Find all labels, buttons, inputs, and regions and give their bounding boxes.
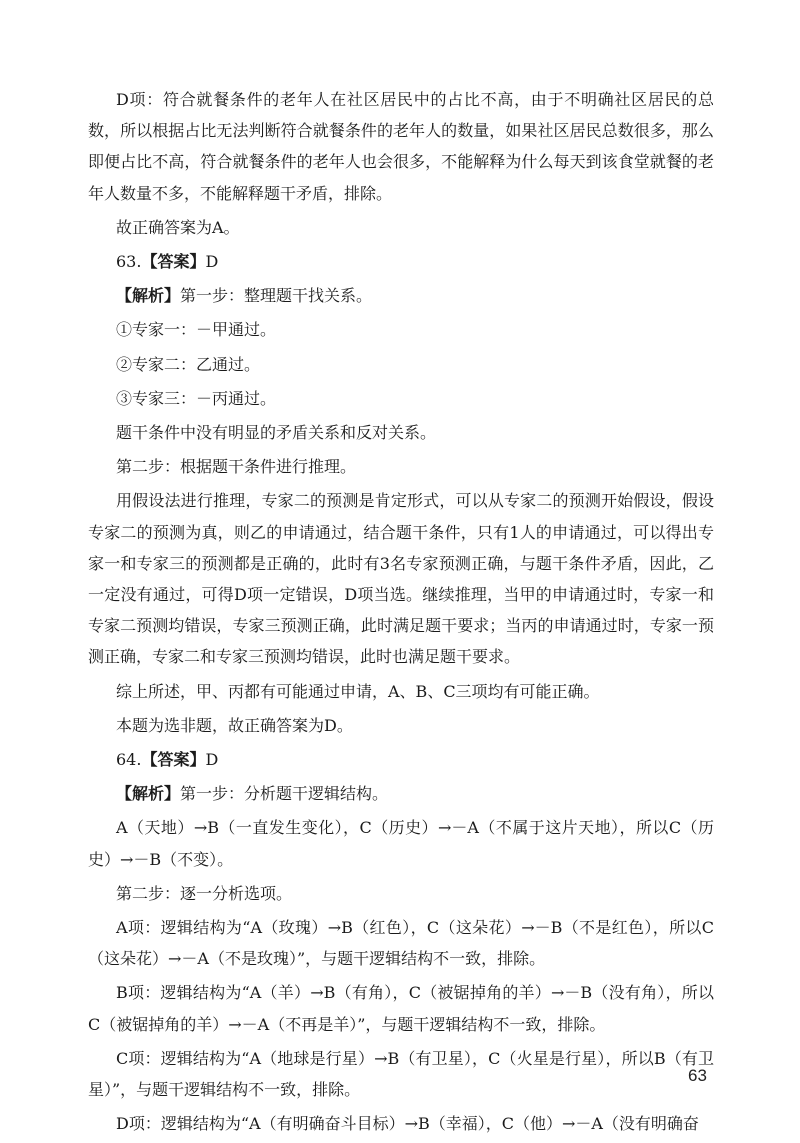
analysis-text: 第一步：分析题干逻辑结构。	[180, 784, 389, 804]
paragraph-logic-structure: A（天地）→B（一直发生变化），C（历史）→－A（不属于这片天地），所以C（历史）→－B（不变）。	[88, 818, 714, 869]
paragraph-option-d-explanation: D项：符合就餐条件的老年人在社区居民中的占比不高，由于不明确社区居民的总数，所以根据占比无法判断符合就餐条件的老年人的数量，如果社区居民总数很多，那么即便占比不高，符合就餐条件的老年人也会很多，不能解释为什么每天到该食堂就餐的老年人数量不多，不能解释题干矛盾，排除。	[88, 90, 714, 203]
paragraph-option-c: C项：逻辑结构为“A（地球是行星）→B（有卫星），C（火星是行星），所以B（有卫星）”，与题干逻辑结构不一致，排除。	[88, 1048, 714, 1100]
paragraph-no-contradiction: 题干条件中没有明显的矛盾关系和反对关系。	[116, 423, 437, 443]
answer-value: D	[205, 750, 219, 770]
analysis-text: 第一步：整理题干找关系。	[180, 286, 373, 306]
expert-two-line: ②专家二：乙通过。	[116, 354, 261, 374]
analysis-tag: 【解析】	[116, 784, 181, 804]
paragraph-summary: 综上所述，甲、丙都有可能通过申请，A、B、C三项均有可能正确。	[116, 681, 600, 701]
question-63-analysis	[88, 280, 714, 311]
paragraph-step-two: 第二步：根据题干条件进行推理。	[116, 457, 357, 477]
question-63-answer	[88, 246, 714, 277]
analysis-tag: 【解析】	[116, 286, 181, 306]
page-number: 63	[688, 1066, 707, 1085]
expert-one-line: ①专家一：－甲通过。	[116, 320, 277, 340]
expert-three-line: ③专家三：－丙通过。	[116, 388, 277, 408]
paragraph-option-d: D项：逻辑结构为“A（有明确奋斗目标）→B（幸福），C（他）→－A（没有明确奋	[116, 1114, 699, 1134]
page-body	[88, 84, 714, 1143]
paragraph-hypothesis-reasoning: 用假设法进行推理，专家二的预测是肯定形式，可以从专家二的预测开始假设，假设专家二的预测为真，则乙的申请通过，结合题干条件，只有1人的申请通过，可以得出专家一和专家三的预测都是正确的，此时有3名专家预测正确，与题干条件矛盾，因此，乙一定没有通过，可得D项一定错误，D项当选。继续推理，当甲的申请通过时，专家一和专家二预测均错误，专家三预测正确，此时满足题干要求；当丙的申请通过时，专家一预测正确，专家二和专家三预测均错误，此时也满足题干要求。	[88, 491, 714, 667]
paragraph-option-b: B项：逻辑结构为“A（羊）→B（有角），C（被锯掉角的羊）→－B（没有角），所以C（被锯掉角的羊）→－A（不再是羊）”，与题干逻辑结构不一致，排除。	[88, 983, 714, 1034]
question-64-answer	[88, 744, 714, 775]
answer-value: D	[205, 252, 219, 272]
paragraph-answer-a: 故正确答案为A。	[116, 217, 240, 237]
paragraph-step-two-options: 第二步：逐一分析选项。	[116, 883, 293, 903]
question-number: 63.	[116, 252, 142, 272]
question-number: 64.	[116, 750, 142, 770]
question-64-analysis	[88, 778, 714, 809]
answer-tag: 【答案】	[141, 252, 206, 272]
paragraph-answer-d: 本题为选非题，故正确答案为D。	[116, 715, 353, 735]
answer-tag: 【答案】	[141, 750, 206, 770]
paragraph-option-a: A项：逻辑结构为“A（玫瑰）→B（红色），C（这朵花）→－B（不是红色），所以C（这朵花）→－A（不是玫瑰）”，与题干逻辑结构不一致，排除。	[88, 918, 714, 969]
